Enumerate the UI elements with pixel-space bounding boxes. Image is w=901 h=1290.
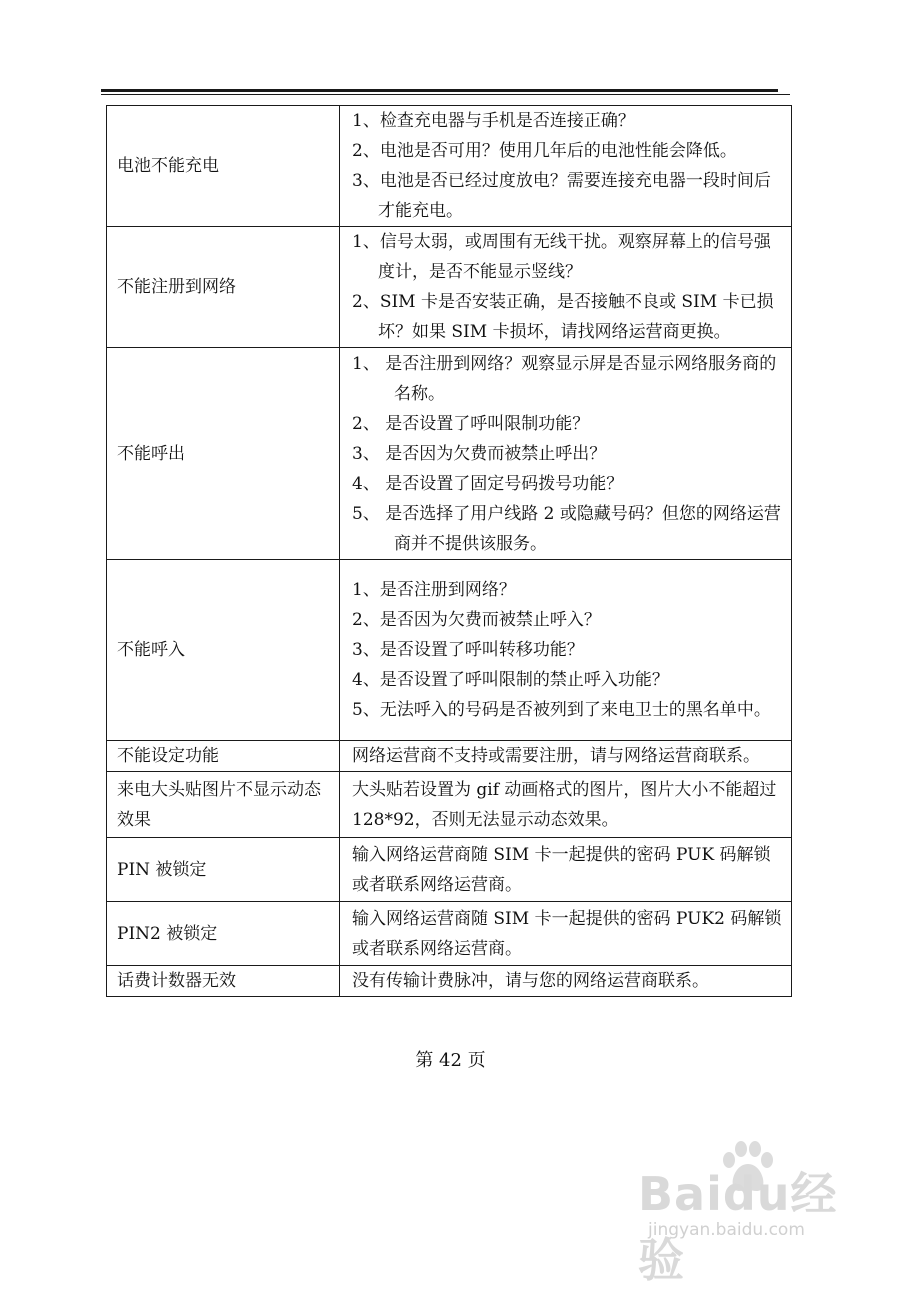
solution-item: 3、电池是否已经过度放电？需要连接充电器一段时间后才能充电。 xyxy=(352,171,771,221)
problem-cell: 不能呼出 xyxy=(107,348,340,560)
problem-cell: PIN 被锁定 xyxy=(107,838,340,902)
problem-cell: 来电大头贴图片不显示动态效果 xyxy=(107,772,340,838)
solution-item: 5、 是否选择了用户线路 2 或隐藏号码？但您的网络运营商并不提供该服务。 xyxy=(352,503,781,554)
table-row xyxy=(107,772,792,838)
solution-cell: 大头贴若设置为 gif 动画格式的图片，图片大小不能超过 128*92，否则无法显示动态效果。 xyxy=(340,772,792,838)
troubleshooting-table xyxy=(106,105,792,997)
solution-item: 3、是否设置了呼叫转移功能？ xyxy=(352,640,584,660)
table-row xyxy=(107,838,792,902)
solution-item: 2、电池是否可用？使用几年后的电池性能会降低。 xyxy=(352,141,737,161)
table-row xyxy=(107,348,792,560)
solution-cell xyxy=(340,106,792,227)
problem-cell: 不能呼入 xyxy=(107,560,340,741)
solution-cell: 网络运营商不支持或需要注册，请与网络运营商联系。 xyxy=(340,741,792,772)
page-number: 第 42 页 xyxy=(415,1050,486,1071)
table-row xyxy=(107,560,792,741)
problem-cell: PIN2 被锁定 xyxy=(107,902,340,966)
solution-item: 1、检查充电器与手机是否连接正确？ xyxy=(352,111,635,131)
table-row xyxy=(107,966,792,997)
problem-cell: 电池不能充电 xyxy=(107,106,340,227)
watermark-logo: Baidu经验 xyxy=(638,1167,838,1287)
problem-cell: 不能注册到网络 xyxy=(107,227,340,348)
solution-item: 1、 是否注册到网络？观察显示屏是否显示网络服务商的名称。 xyxy=(352,353,777,404)
problem-cell: 话费计数器无效 xyxy=(107,966,340,997)
problem-cell: 不能设定功能 xyxy=(107,741,340,772)
solution-cell xyxy=(340,227,792,348)
solution-cell: 输入网络运营商随 SIM 卡一起提供的密码 PUK 码解锁或者联系网络运营商。 xyxy=(340,838,792,902)
solution-item: 1、信号太弱，或周围有无线干扰。观察屏幕上的信号强度计，是否不能显示竖线？ xyxy=(352,232,771,282)
solution-item: 5、无法呼入的号码是否被列到了来电卫士的黑名单中。 xyxy=(352,700,771,720)
solution-cell: 没有传输计费脉冲，请与您的网络运营商联系。 xyxy=(340,966,792,997)
table-row xyxy=(107,741,792,772)
solution-item: 2、 是否设置了呼叫限制功能？ xyxy=(352,413,590,434)
watermark-url: jingyan.baidu.com xyxy=(648,1220,805,1240)
solution-item: 2、SIM 卡是否安装正确，是否接触不良或 SIM 卡已损坏？如果 SIM 卡损坏，请找网络运营商更换。 xyxy=(352,292,774,342)
table-row xyxy=(107,227,792,348)
solution-item: 4、 是否设置了固定号码拨号功能？ xyxy=(352,473,624,494)
baidu-jingyan-watermark xyxy=(620,1140,860,1287)
solution-cell xyxy=(340,560,792,741)
solution-cell: 输入网络运营商随 SIM 卡一起提供的密码 PUK2 码解锁或者联系网络运营商。 xyxy=(340,902,792,966)
header-rule-thick xyxy=(101,89,778,92)
solution-item: 1、是否注册到网络？ xyxy=(352,580,516,600)
solution-item: 3、 是否因为欠费而被禁止呼出？ xyxy=(352,443,607,464)
table-row xyxy=(107,902,792,966)
table-row xyxy=(107,106,792,227)
solution-cell xyxy=(340,348,792,560)
solution-item: 2、是否因为欠费而被禁止呼入？ xyxy=(352,610,601,630)
solution-item: 4、是否设置了呼叫限制的禁止呼入功能？ xyxy=(352,670,669,690)
header-rule-thin xyxy=(101,94,790,95)
